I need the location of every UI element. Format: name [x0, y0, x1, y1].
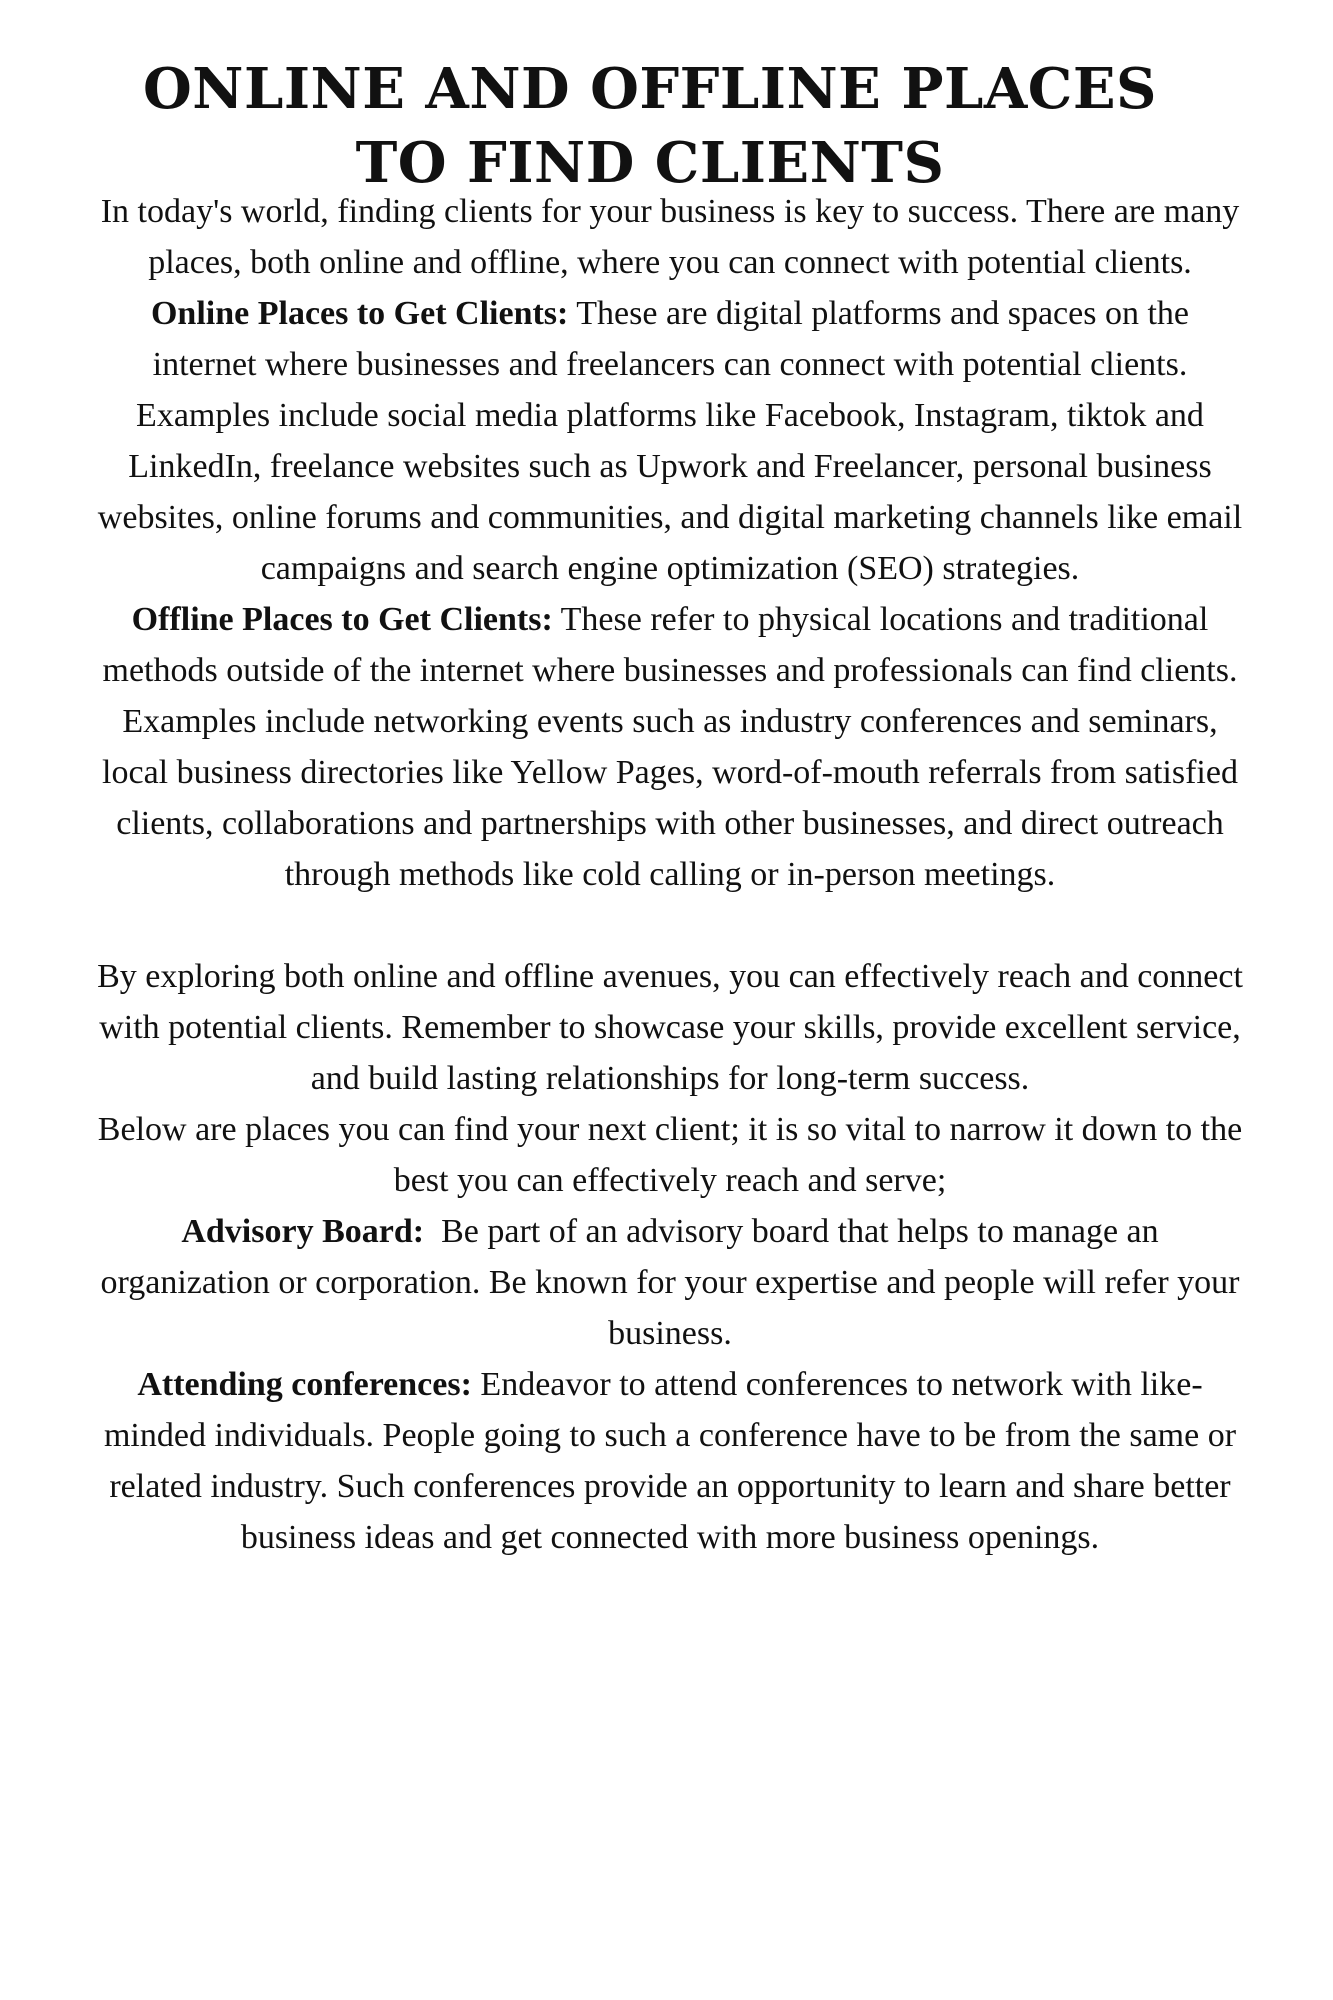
paragraph-gap: [95, 900, 1245, 951]
online-heading: Online Places to Get Clients:: [150, 295, 569, 332]
intro-paragraph: In today's world, finding clients for your business is key to success. There are many places, both online and offline, where you can connect with potential clients.: [100, 193, 1240, 281]
offline-heading: Offline Places to Get Clients:: [131, 601, 553, 638]
summary-paragraph: By exploring both online and offline avenues, you can effectively reach and connect with potential clients. Remember to showcase your skills, provide excellent service, and build lasting relationships for long-term success.: [97, 958, 1243, 1097]
page-title-line-1: ONLINE AND OFFLINE PLACES: [143, 56, 1157, 122]
page-title-line-2: TO FIND CLIENTS: [355, 130, 945, 196]
advisory-text: Be part of an advisory board that helps to manage an organization or corporation. Be known for your expertise and people will refer your business.: [100, 1213, 1248, 1352]
online-paragraph: [95, 288, 1245, 594]
conferences-text: Endeavor to attend conferences to network with like-minded individuals. People going to such a conference have to be from the same or related industry. Such conferences provide an opportunity to learn and share better business ideas and get connected with more business openings.: [103, 1366, 1237, 1556]
below-paragraph: Below are places you can find your next client; it is so vital to narrow it down to the best you can effectively reach and serve;: [97, 1111, 1243, 1199]
offline-paragraph: [95, 594, 1245, 900]
advisory-heading: Advisory Board:: [181, 1213, 425, 1250]
offline-text: These refer to physical locations and traditional methods outside of the internet where businesses and professionals can find clients. Examples include networking events such as industry conferences and seminars, local business directories like Yellow Pages, word-of-mouth referrals from satisfied clients, collaborations and partnerships with other businesses, and direct outreach through methods like cold calling or in-person meetings.: [102, 601, 1238, 893]
article-body: [95, 186, 1248, 1563]
conferences-paragraph: [95, 1359, 1245, 1563]
conferences-heading: Attending conferences:: [137, 1366, 472, 1403]
page-title: [90, 52, 1210, 200]
online-text: These are digital platforms and spaces on the internet where businesses and freelancers can connect with potential clients. Examples include social media platforms like Facebook, Instagram, tiktok and LinkedIn, freelance websites such as Upwork and Freelancer, personal business websites, online forums and communities, and digital marketing channels like email campaigns and search engine optimization (SEO) strategies.: [97, 295, 1243, 587]
advisory-paragraph: [95, 1206, 1248, 1359]
